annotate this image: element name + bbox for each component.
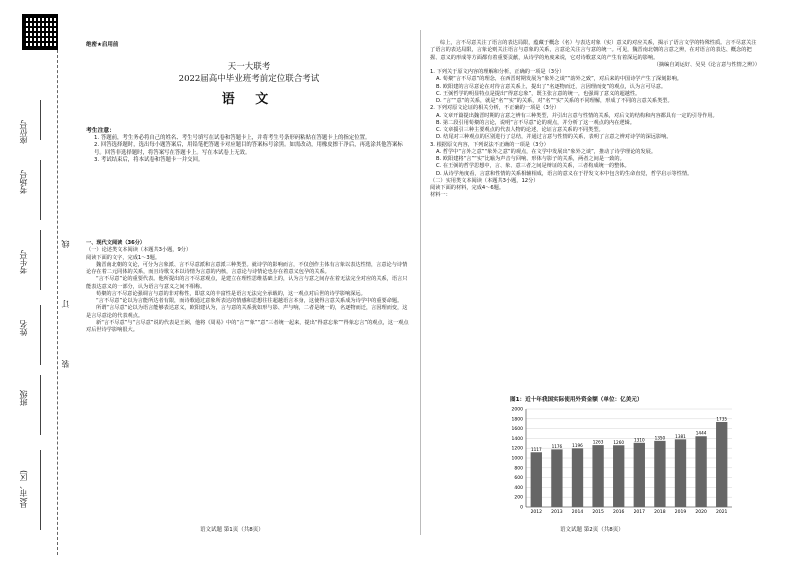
- county-label: 县(市、区): [19, 470, 28, 509]
- page-footer-right: 语文试题 第2页（共8页）: [560, 527, 624, 533]
- bar-data-label: 1260: [613, 439, 625, 445]
- option: A. 荀粲“言不尽意”的理念，在西晋时期发展为“象外之谈”“韵外之致”，对后来的中国诗学产生了深刻影响。: [436, 76, 682, 83]
- student-number-label: 考生号: [19, 250, 28, 274]
- y-tick-label: 0: [520, 505, 523, 511]
- question-2: 2. 下列对原文论证的相关分析，不正确的一项是（3分）: [430, 105, 560, 112]
- paragraph: “言不尽意”论的重要代表。他所提出的言不尽意观点，是建立在理性思维基础上的，认为言与意之间存在着无法完全对应的关系，语言只能表达意义的一部分，认为语言与意义之间不相称。: [86, 276, 408, 290]
- y-tick-label: 1800: [511, 417, 523, 423]
- option: D. “言”“意”的关系，就是“名”“实”的关系，对“名”“实”关系的不同理解，形成了不同的言意关系类型。: [436, 98, 673, 104]
- paragraph: 魏晋南北朝的文论，可分为言象派、言不尽意派和言意派三种类型。就诗学的影响而言，不仅创作主体有言象以表达性情，言意论与诗情论存在着二元同体的关系，而且诗歌文本以诗情为言意的内核，言意论与诗情论也存在着意义包孕的关系。: [86, 261, 408, 275]
- section-heading: 一、现代文阅读（36分）: [86, 240, 146, 246]
- option: A. 哲学中“言外之意”“象外之意”的观点，在文学中发展出“象外之谈”，推动了诗学理论的发展。: [436, 148, 657, 155]
- bar-data-label: 1735: [716, 416, 728, 422]
- option: B. 欧阳建的言尽意论在对待言意关系上，提出了“名逐物而迁，言因理而变”的观点，认为言可尽意。: [436, 83, 667, 90]
- page-footer-left: 语文试题 第1页（共8页）: [200, 527, 264, 533]
- bar: [613, 445, 624, 507]
- subsection-heading: （一）论述类文本阅读（本题共3小题，9分）: [86, 247, 192, 254]
- qr-code: [22, 14, 58, 50]
- bar-data-label: 1381: [675, 433, 686, 439]
- paragraph: 综上，言不尽意关注了语言的表达局限，蕴藏于概念（名）与表达对象（实）意义的对应关系，揭示了语言文学的特殊性质。言不尽意关注了语言的表达局限，言象论则关注语言与意象的关系，言意论关注言与意的统一。可见，魏晋南北朝的言意之辨，在对语言的表达、概念的把握、意义的形成等方面都有着重要贡献，从诗学的角度来说，它对诗歌意义的产生有着深远的影响。: [430, 40, 757, 61]
- exam-org: 天一大联考: [227, 62, 271, 72]
- bar-data-label: 1176: [551, 443, 563, 449]
- x-tick-label: 2021: [715, 510, 728, 515]
- option: A. 文章开篇提出魏晋时期的言意之辨有三种类型，并引出言意与性情的关系，对后文的结构和内容都具有一定的引导作用。: [436, 112, 718, 119]
- option: B. 第二段引用荀粲的言论，说明“言不尽意”论的观点，并分析了这一观点的内在逻辑。: [436, 119, 635, 126]
- chart-title: 图1：近十年我国实际使用外资金额（单位：亿美元）: [510, 397, 643, 403]
- source-citation: （摘编自刘运好、吴昊《论言意与性情之辨》）: [653, 61, 760, 68]
- seat-number-field[interactable]: [40, 100, 41, 140]
- bar-data-label: 1263: [592, 439, 604, 445]
- bar: [551, 449, 562, 507]
- student-number-field[interactable]: [40, 230, 41, 290]
- option: D. 结尾对三种观点的区别进行了总结，并通过言意与性情的关系，表明了言意之辨对诗学的深远影响。: [436, 134, 672, 141]
- notice-item: 2. 回答选择题时，选出每小题答案后，用铅笔把答题卡对应题目的答案标号涂黑。如需改动，用橡皮擦干净后，再选涂其他答案标号。回答非选择题时，将答案写在答题卡上。写在本试卷上无效。: [94, 142, 403, 156]
- install-mark: 装: [61, 360, 70, 368]
- bar: [634, 443, 645, 507]
- y-tick-label: 2000: [511, 407, 523, 413]
- x-tick-label: 2017: [633, 510, 646, 515]
- x-tick-label: 2014: [571, 510, 584, 515]
- subsection-heading: （二）实用类文本阅读（本题共3小题，12分）: [430, 177, 539, 184]
- paragraph: 荀粲的言不尽意论强调言与意的非对称性，即意义的丰富性是语言无法完全承载的，这一观点对后世的诗学影响深远。: [96, 290, 366, 297]
- y-tick-label: 1400: [511, 436, 523, 442]
- paragraph: 所谓“言尽意”论以为语言能够表达意义，欧阳建认为，言与意的关系犹如形与影、声与响，二者是统一的，名逐物而迁，言因理而变，这是言尽意论的代表观点。: [86, 305, 408, 319]
- column-divider: [420, 30, 421, 535]
- y-tick-label: 400: [514, 485, 523, 491]
- class-label: 班级: [19, 390, 28, 406]
- bar-data-label: 1117: [530, 446, 542, 452]
- exam-room-label: 考场号: [19, 170, 28, 194]
- bar-data-label: 1444: [695, 430, 707, 436]
- x-tick-label: 2015: [592, 510, 604, 515]
- x-tick-label: 2016: [612, 510, 625, 515]
- option: B. 欧阳建将“言”“实”比喻为声音与回响、形体与影子的关系，两者之间是一致的。: [436, 156, 625, 162]
- paragraph: 新“言不尽意”与“言尽意”说的代表是王弼，他将《周易》中的“言”“象”“意”三者统一起来，提出“得意忘象”“得象忘言”的观点，这一观点对后世诗学影响很大。: [86, 319, 409, 333]
- material-label: 材料一：: [430, 192, 451, 199]
- x-tick-label: 2020: [695, 510, 707, 515]
- bar: [654, 441, 665, 507]
- right-column-text: [430, 40, 760, 200]
- binding-sidebar: [0, 50, 80, 555]
- x-tick-label: 2013: [551, 510, 563, 515]
- instruction: 阅读下面的材料，完成4～6题。: [430, 185, 505, 191]
- bar-data-label: 1196: [572, 442, 583, 448]
- seat-number-label: 座位号: [19, 120, 28, 144]
- question-1: 1. 下列关于原文内容的理解和分析，正确的一项是（3分）: [430, 69, 565, 75]
- option: C. 文章援引三种主要观点的代表人物的论述，论证言意关系的不同类型。: [436, 127, 604, 133]
- paragraph: “言不尽意”论以为言能所达者有限，而诗歌通过意象所表达的情感和思想往往超越语言本身，这使得言意关系成为诗学中的重要命题。: [96, 298, 403, 304]
- option: D. 从诗学角度看，言意和性情的关系相辅相成，语言的意义在于抒发文本中包含的生命直觉，哲学启示等性情。: [436, 170, 693, 177]
- name-label: 姓名: [19, 320, 28, 336]
- instruction: 阅读下面的文字，完成1～3题。: [86, 254, 161, 261]
- x-tick-label: 2019: [674, 510, 687, 515]
- y-tick-label: 1000: [511, 456, 523, 462]
- option: C. 在王弼的哲学思想中，言、象、意三者之间是辩证的关系，三者构成统一的整体。: [436, 163, 630, 170]
- notice-item: 1. 答题前，考生务必将自己的姓名、考生号填写在试卷和答题卡上，并将考生号条形码粘贴在答题卡上的指定位置。: [94, 135, 371, 142]
- subject-title: 语 文: [221, 92, 277, 107]
- notice-title: 考生注意：: [86, 128, 115, 134]
- y-tick-label: 800: [514, 466, 523, 472]
- y-tick-label: 200: [514, 495, 523, 501]
- y-tick-label: 1600: [511, 427, 523, 433]
- line-mark: 线: [61, 240, 70, 248]
- bar: [572, 448, 583, 507]
- exam-title: 2022届高中毕业班考前定位联合考试: [178, 74, 320, 84]
- bar-data-label: 1310: [633, 437, 645, 443]
- bar-data-label: 1350: [654, 435, 666, 441]
- binding-line: [57, 50, 58, 555]
- x-tick-label: 2018: [654, 510, 666, 515]
- option: C. 王弼哲学的明显特点是提出“得意忘象”，既主张言意的统一，也强调了意义的超越性。: [436, 90, 641, 97]
- y-tick-label: 600: [514, 476, 523, 482]
- bar: [675, 439, 686, 507]
- county-field[interactable]: [40, 450, 41, 530]
- left-column-text: [86, 240, 412, 334]
- bar: [695, 436, 706, 507]
- bar: [716, 422, 727, 507]
- foreign-investment-chart: [500, 395, 740, 523]
- bar: [531, 452, 542, 507]
- name-field[interactable]: [40, 305, 41, 365]
- secret-label: 绝密★启用前: [86, 42, 119, 48]
- exam-room-field[interactable]: [40, 160, 41, 220]
- chart-svg: [500, 403, 740, 523]
- bar: [592, 445, 603, 507]
- notice-item: 3. 考试结束后，将本试卷和答题卡一并交回。: [94, 156, 204, 163]
- question-3: 3. 根据原文内容，下列说法不正确的一项是（3分）: [430, 141, 549, 148]
- y-tick-label: 1200: [511, 446, 523, 452]
- bind-mark: 订: [61, 300, 70, 308]
- class-field[interactable]: [40, 375, 41, 435]
- notice-block: [86, 128, 412, 164]
- x-tick-label: 2012: [530, 510, 543, 515]
